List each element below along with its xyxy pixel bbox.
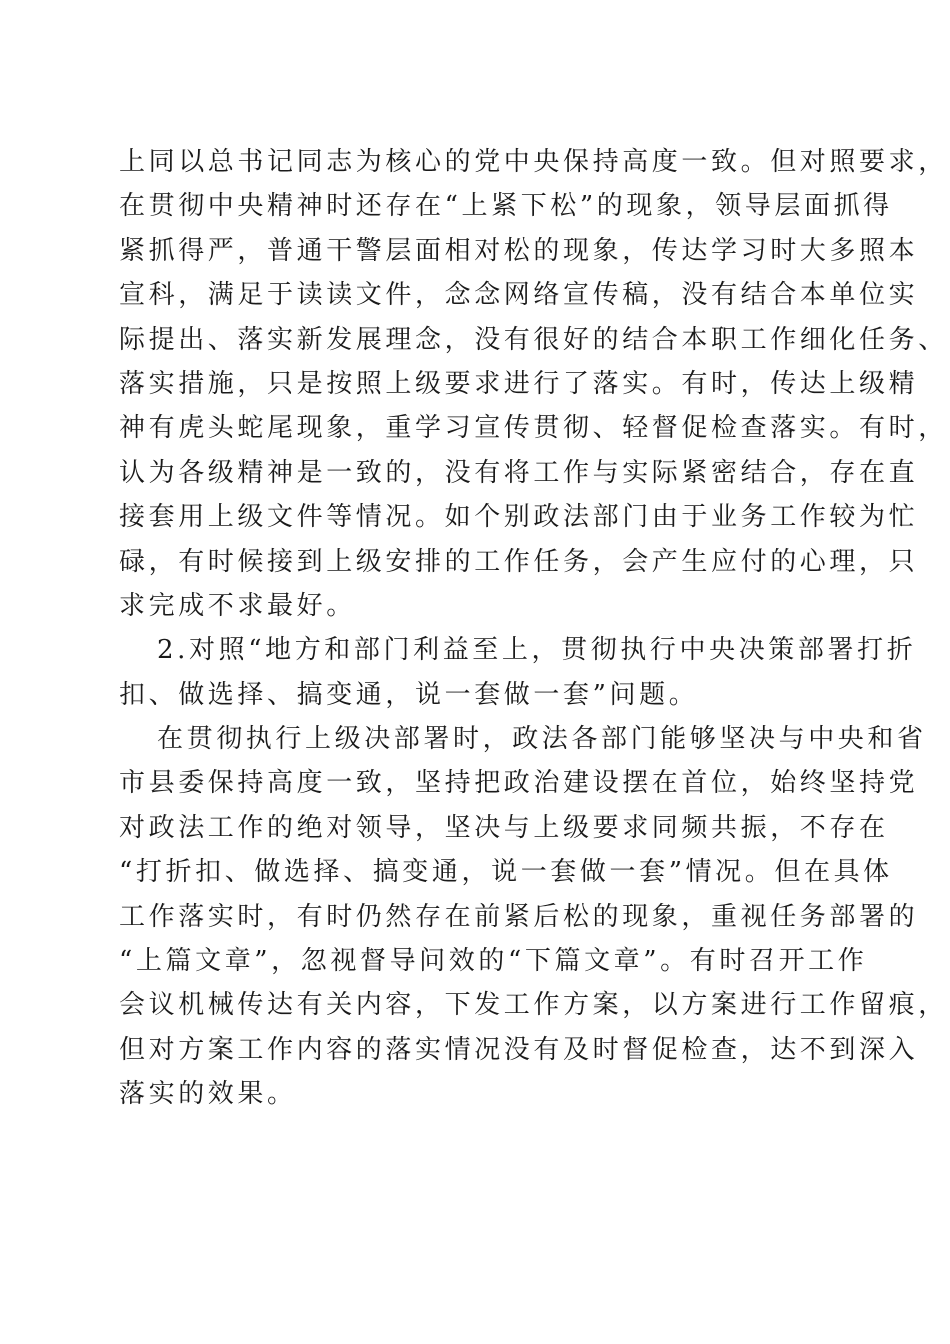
text-line: 在贯彻中央精神时还存在“上紧下松”的现象，领导层面抓得: [119, 191, 893, 222]
text-line: 对政法工作的绝对领导，坚决与上级要求同频共振，不存在: [119, 812, 889, 843]
text-line: 宣科，满足于读读文件，念念网络宣传稿，没有结合本单位实: [119, 280, 919, 311]
text-line: “打折扣、做选择、搞变通，说一套做一套”情况。但在具体: [119, 857, 893, 888]
text-line: 但对方案工作内容的落实情况没有及时督促检查，达不到深入: [119, 1034, 919, 1065]
text-line: 际提出、落实新发展理念，没有很好的结合本职工作细化任务、: [119, 324, 948, 355]
section-heading-line: 2.对照“地方和部门利益至上，贯彻执行中央决策部署打折: [157, 635, 917, 666]
text-line: 会议机械传达有关内容，下发工作方案，以方案进行工作留痕，: [119, 990, 948, 1021]
text-line: 接套用上级文件等情况。如个别政法部门由于业务工作较为忙: [119, 502, 919, 533]
text-line: 工作落实时，有时仍然存在前紧后松的现象，重视任务部署的: [119, 901, 919, 932]
text-line: 落实的效果。: [119, 1079, 297, 1110]
text-line: 紧抓得严，普通干警层面相对松的现象，传达学习时大多照本: [119, 235, 919, 266]
text-line: 落实措施，只是按照上级要求进行了落实。有时，传达上级精: [119, 368, 919, 399]
text-line: 碌，有时候接到上级安排的工作任务，会产生应付的心理，只: [119, 546, 919, 577]
text-line: 求完成不求最好。: [119, 590, 356, 621]
text-line: 市县委保持高度一致，坚持把政治建设摆在首位，始终坚持党: [119, 768, 919, 799]
section-heading-line: 扣、做选择、搞变通，说一套做一套”问题。: [119, 679, 699, 710]
text-line: “上篇文章”，忽视督导问效的“下篇文章”。有时召开工作: [119, 946, 868, 977]
document-body: [119, 140, 948, 1117]
text-line: 上同以总书记同志为核心的党中央保持高度一致。但对照要求，: [119, 147, 948, 177]
text-line: 神有虎头蛇尾现象，重学习宣传贯彻、轻督促检查落实。有时，: [119, 413, 948, 444]
text-line: 在贯彻执行上级决部署时，政法各部门能够坚决与中央和省: [157, 724, 927, 755]
text-line: 认为各级精神是一致的，没有将工作与实际紧密结合，存在直: [119, 457, 919, 488]
